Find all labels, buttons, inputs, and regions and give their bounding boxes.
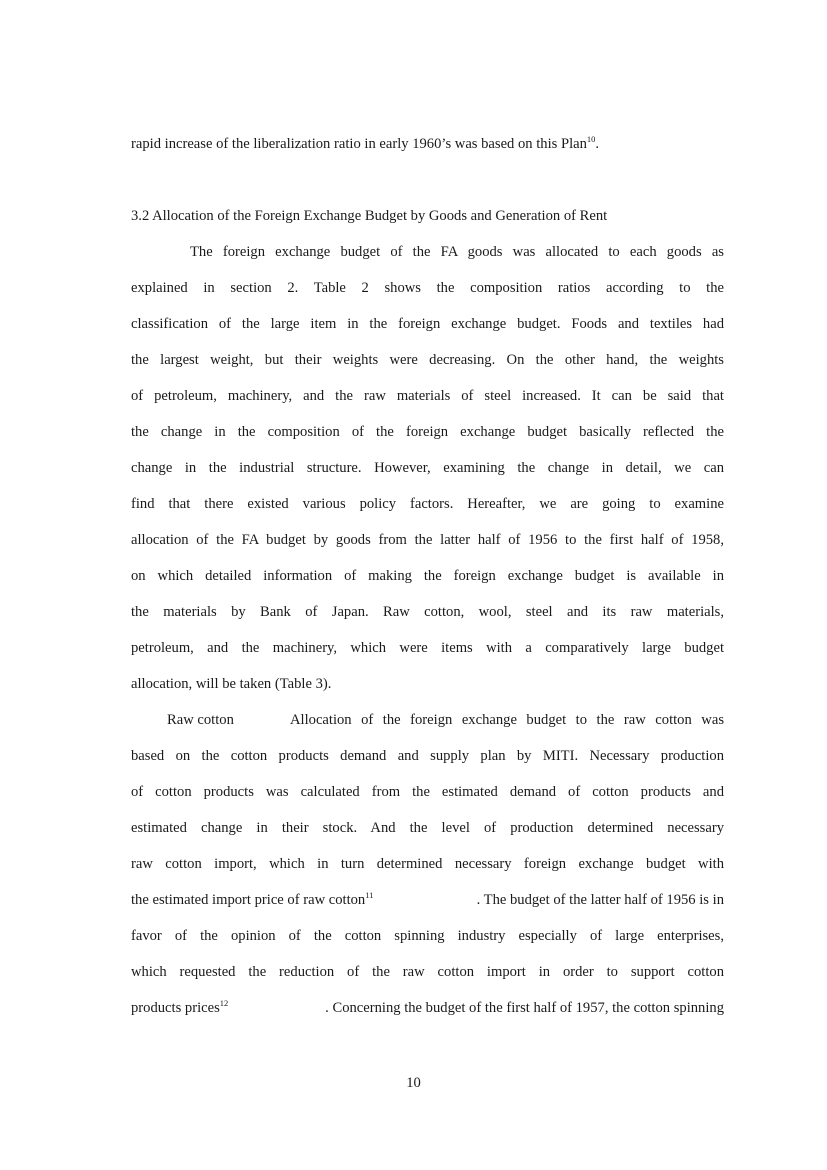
paragraph1-line: on which detailed information of making the foreign exchange budget is available in: [131, 568, 724, 584]
paragraph1-line: allocation, will be taken (Table 3).: [131, 676, 332, 692]
line-text: the estimated import price of raw cotton: [131, 892, 366, 908]
paragraph2-line: [131, 890, 724, 910]
paragraph2-line: raw cotton import, which in turn determined necessary foreign exchange budget with: [131, 856, 724, 872]
paragraph1-line: the change in the composition of the foreign exchange budget basically reflected the: [131, 424, 724, 440]
paragraph2-line-part: [131, 998, 228, 1018]
paragraph2-line: favor of the opinion of the cotton spinning industry especially of large enterprises,: [131, 928, 724, 944]
paragraph1-line: explained in section 2. Table 2 shows the composition ratios according to the: [131, 280, 724, 296]
paragraph2-line: Allocation of the foreign exchange budget to the raw cotton was: [290, 712, 724, 728]
intro-text: rapid increase of the liberalization ratio in early 1960’s was based on this Plan: [131, 136, 587, 152]
footnote-marker: 12: [219, 998, 229, 1009]
paragraph2-line: which requested the reduction of the raw cotton import in order to support cotton: [131, 964, 724, 980]
footnote-marker: 10: [586, 134, 596, 145]
paragraph1-line: allocation of the FA budget by goods from the latter half of 1956 to the first half of 1958,: [131, 532, 724, 548]
line-text: products prices: [131, 1000, 220, 1016]
paragraph1-line: petroleum, and the machinery, which were items with a comparatively large budget: [131, 640, 724, 656]
paragraph1-line: the materials by Bank of Japan. Raw cotton, wool, steel and its raw materials,: [131, 604, 724, 620]
paragraph2-line: [131, 998, 724, 1018]
intro-end: .: [595, 136, 600, 152]
paragraph2-line: based on the cotton products demand and supply plan by MITI. Necessary production: [131, 748, 724, 764]
paragraph2-line: estimated change in their stock. And the level of production determined necessary: [131, 820, 724, 836]
line-text: . The budget of the latter half of 1956 is in: [476, 892, 724, 908]
footnote-marker: 11: [365, 890, 374, 901]
paragraph1-line: find that there existed various policy factors. Hereafter, we are going to examine: [131, 496, 724, 512]
paragraph1-line: of petroleum, machinery, and the raw materials of steel increased. It can be said that: [131, 388, 724, 404]
paragraph1-line: the largest weight, but their weights were decreasing. On the other hand, the weights: [131, 352, 724, 368]
intro-line: [131, 134, 724, 154]
paragraph2-line: of cotton products was calculated from the estimated demand of cotton products and: [131, 784, 724, 800]
section-heading: 3.2 Allocation of the Foreign Exchange Budget by Goods and Generation of Rent: [131, 208, 608, 224]
line-text: . Concerning the budget of the first half of 1957, the cotton spinning: [325, 1000, 724, 1016]
paragraph1-line: The foreign exchange budget of the FA goods was allocated to each goods as: [190, 244, 724, 260]
runin-title: Raw cotton: [167, 712, 234, 728]
paragraph2-line-part: [131, 890, 373, 910]
page-number: 10: [406, 1075, 421, 1091]
paragraph1-line: change in the industrial structure. However, examining the change in detail, we can: [131, 460, 724, 476]
paragraph1-line: classification of the large item in the foreign exchange budget. Foods and textiles had: [131, 316, 724, 332]
